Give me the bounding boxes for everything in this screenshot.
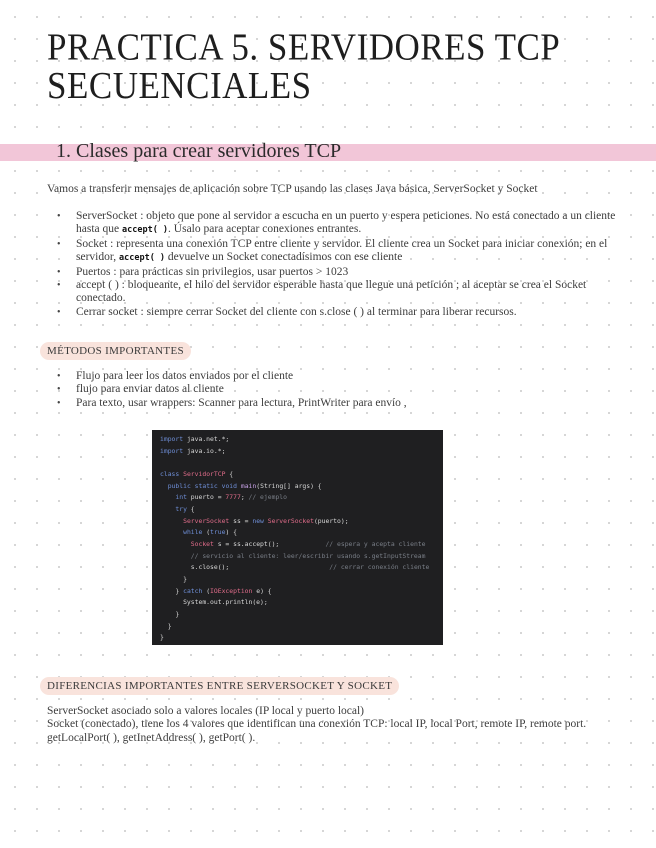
dif-line-1: ServerSocket asociado solo a valores locales (IP local y puerto local) bbox=[47, 705, 364, 717]
code-line: } bbox=[160, 633, 164, 642]
list-item: • accept ( ) : bloqueante, el hilo del servidor esperable hasta que llegue una petición ; al aceptar se crea el Socket conectado. bbox=[47, 279, 631, 306]
code-line: } bbox=[160, 621, 172, 630]
code-line: public static void main(String[] args) { bbox=[167, 481, 322, 490]
code-line bbox=[160, 457, 443, 469]
title-line-1: PRACTICA 5. SERVIDORES TCP bbox=[47, 25, 561, 68]
code-line: int puerto = 7777; // ejemplo bbox=[175, 493, 287, 502]
code-line: import java.io.*; bbox=[160, 446, 226, 455]
code-line: } bbox=[160, 574, 187, 583]
list-item: • Para texto, usar wrappers: Scanner para lectura, PrintWriter para envío , bbox=[47, 397, 631, 410]
bullet-list-classes bbox=[47, 210, 631, 319]
code-accept: accept( ) bbox=[121, 225, 169, 236]
title-line-2: SECUENCIALES bbox=[47, 64, 312, 107]
list-item: • Cerrar socket : siempre cerrar Socket del cliente con s.close ( ) al terminar para liberar recursos. bbox=[47, 306, 631, 319]
list-item: • Flujo para leer los datos enviados por el cliente bbox=[47, 370, 631, 383]
intro-paragraph: Vamos a transferir mensajes de aplicación sobre TCP usando las clases Java básica, ServerSocket y Socket bbox=[47, 183, 538, 195]
code-line: // servicio al cliente: leer/escribir usando s.getInputStream bbox=[190, 551, 426, 560]
code-block bbox=[160, 434, 443, 644]
code-accept: accept( ) bbox=[118, 253, 166, 264]
list-item: • flujo para enviar datos al cliente bbox=[47, 383, 631, 396]
code-line: System.out.println(e); bbox=[160, 598, 268, 607]
metodos-label: MÉTODOS IMPORTANTES bbox=[40, 342, 191, 360]
diferencias-paragraph bbox=[47, 705, 631, 745]
bullet-list-methods bbox=[47, 370, 631, 410]
code-screenshot bbox=[152, 430, 443, 645]
code-line: } bbox=[160, 609, 180, 618]
dif-line-2: Socket (conectado), tiene los 4 valores que identifican una conexión TCP: local IP, local Port, remote IP, remote port. getLocalPort( ), getInetAddress( ), getPort( ). bbox=[47, 718, 587, 744]
code-line: import java.net.*; bbox=[160, 435, 230, 443]
list-item: • Puertos : para prácticas sin privilegios, usar puertos > 1023 bbox=[47, 266, 631, 279]
list-item: • ServerSocket : objeto que pone al servidor a escucha en un puerto y espera peticiones. No está conectado a un cliente hasta que accept( ). Úsalo para aceptar conexiones entrantes. bbox=[47, 210, 631, 238]
code-line: ServerSocket ss = new ServerSocket(puerto); bbox=[183, 516, 349, 525]
page-title bbox=[47, 25, 627, 107]
code-line: while (true) { bbox=[183, 528, 237, 537]
code-line: } catch (IOException e) { bbox=[160, 586, 272, 595]
code-line: try { bbox=[175, 504, 195, 513]
section-heading-clases: 1. Clases para crear servidores TCP bbox=[56, 140, 342, 162]
code-line: Socket s = ss.accept(); // espera y acepta cliente bbox=[190, 539, 426, 548]
diferencias-label: DIFERENCIAS IMPORTANTES ENTRE SERVERSOCKET Y SOCKET bbox=[40, 677, 399, 695]
list-item: • Socket : representa una conexión TCP entre cliente y servidor. El cliente crea un Socket para iniciar conexión; en el servidor, accept( ) devuelve un Socket conectadísimos con ese cliente bbox=[47, 238, 631, 266]
code-line: s.close(); // cerrar conexión cliente bbox=[160, 563, 430, 572]
code-line: class ServidorTCP { bbox=[160, 469, 234, 478]
